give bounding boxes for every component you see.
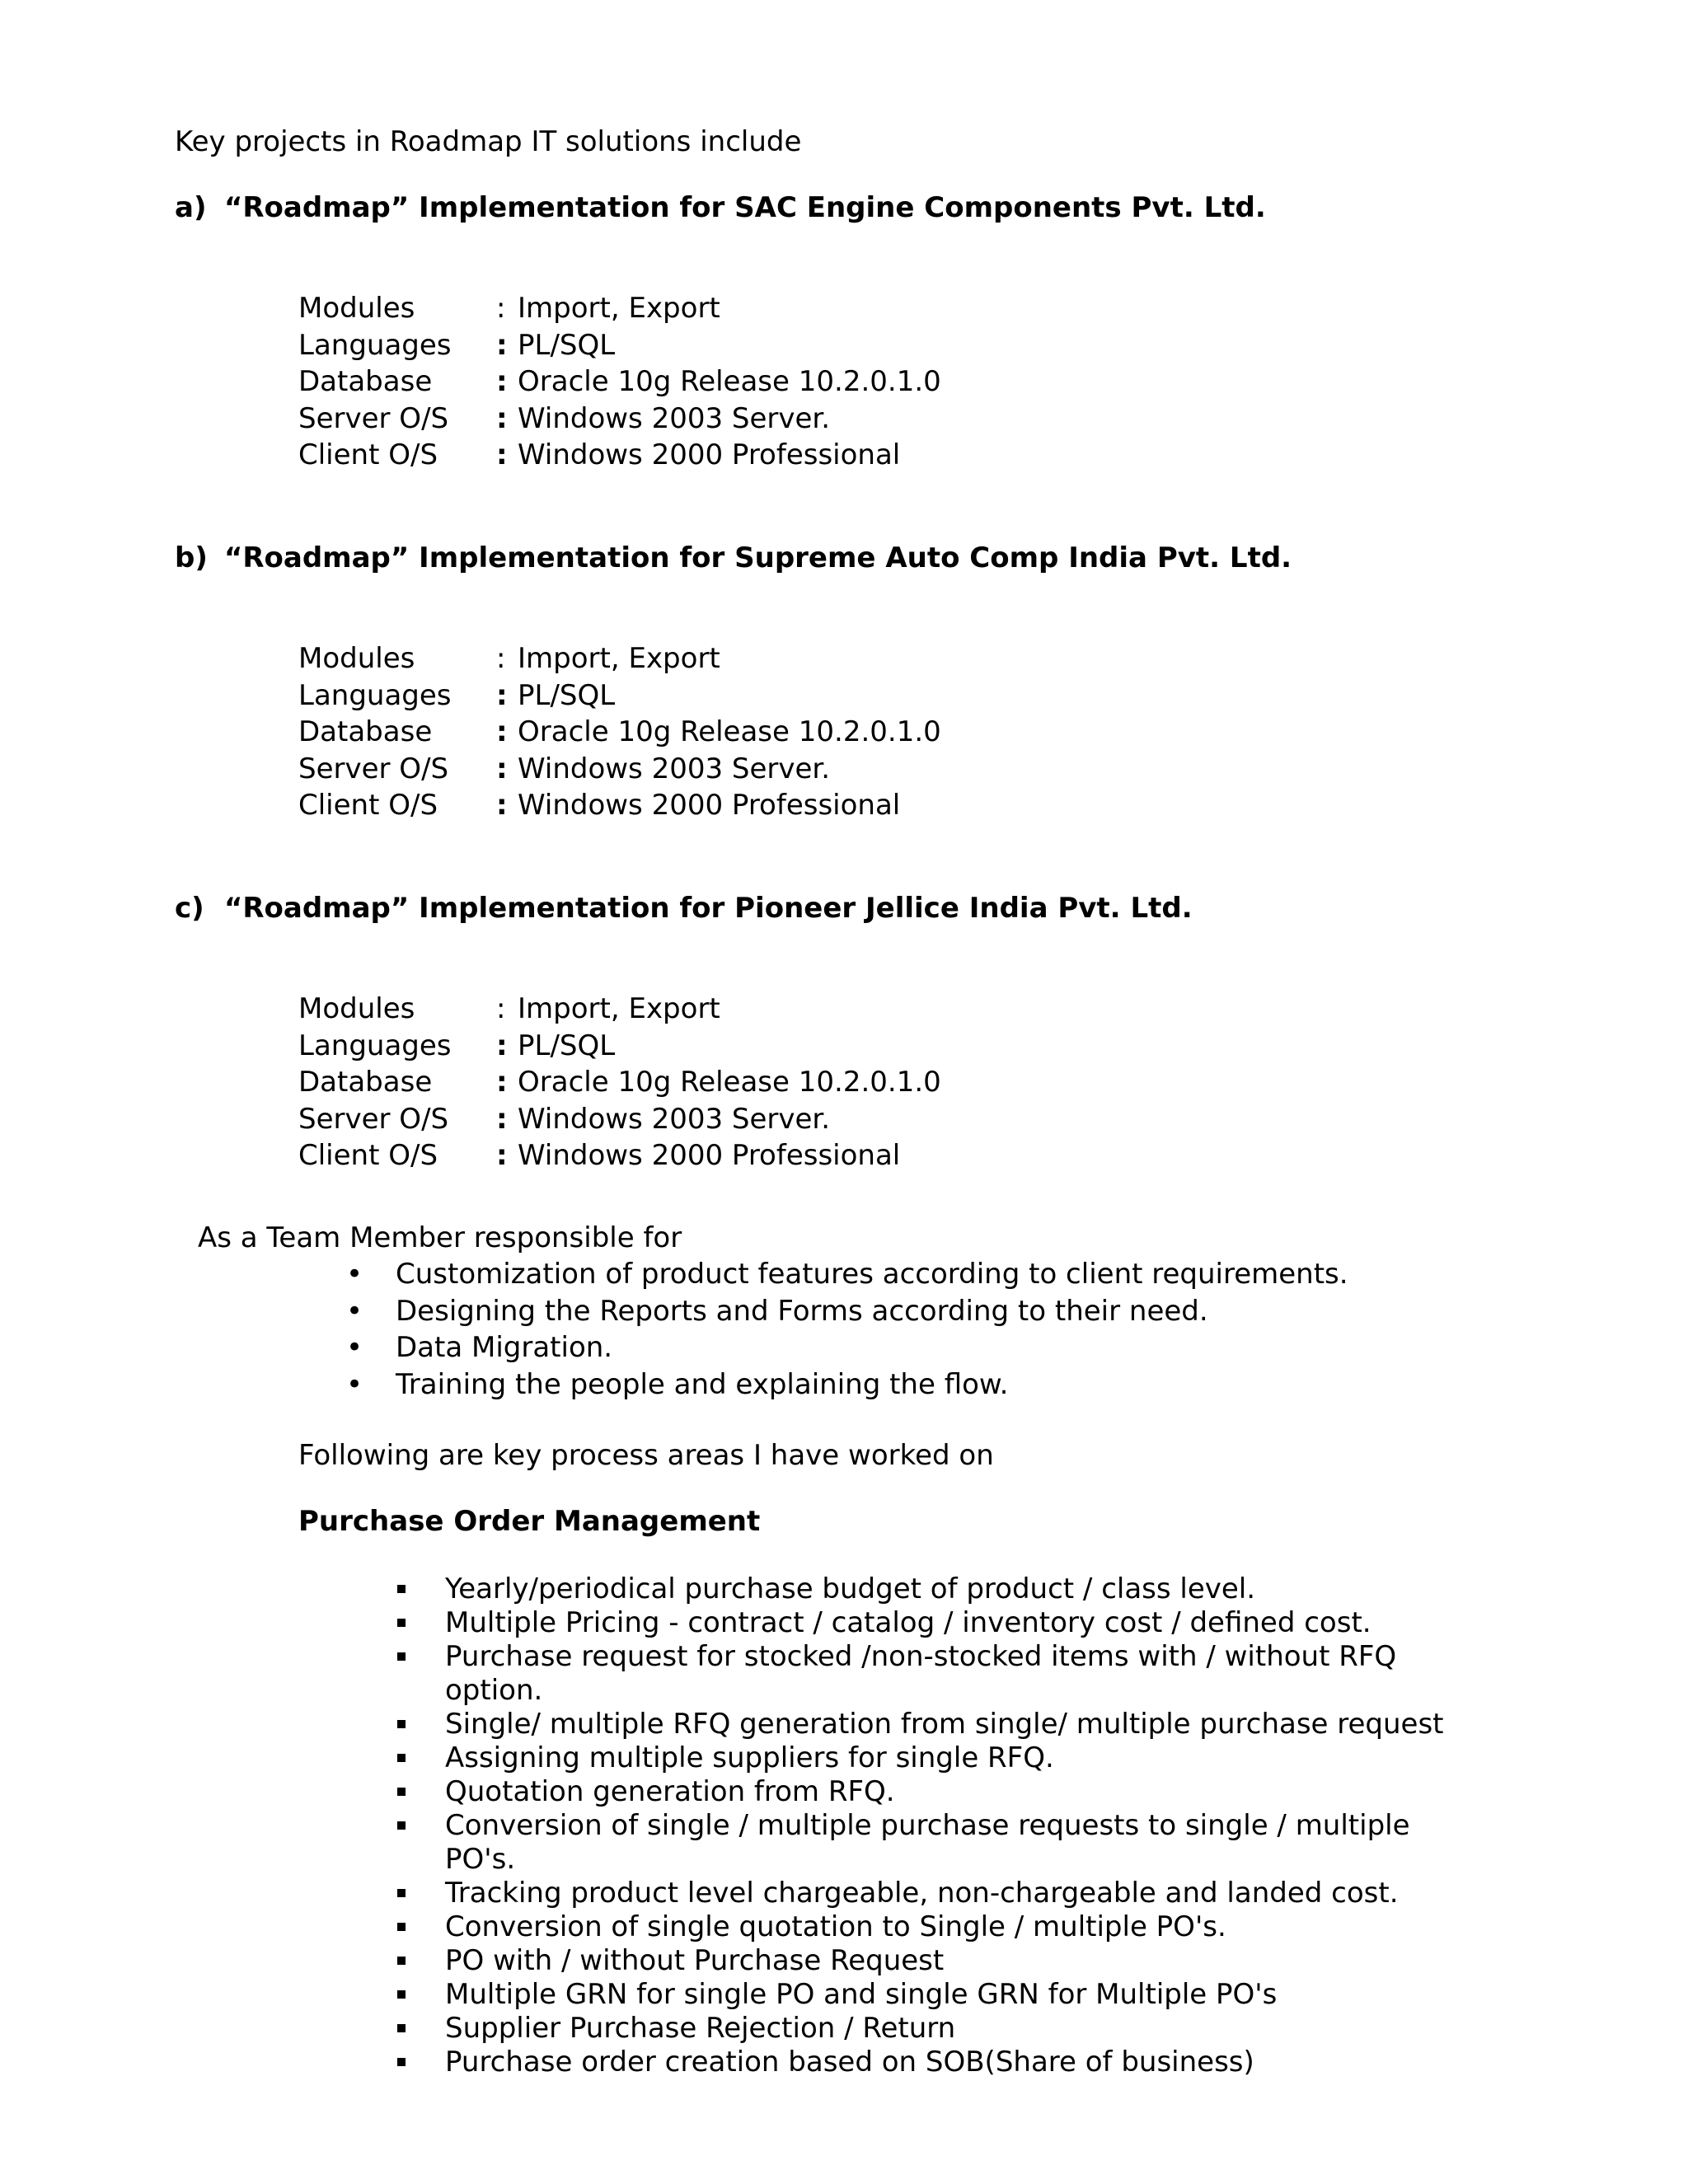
spec-row-modules [298, 991, 941, 1028]
spec-label: Client O/S [298, 438, 438, 471]
project-specs-a [298, 290, 941, 474]
list-item-text: Purchase request for stocked /non-stocked items with / without RFQ option. [445, 1640, 1397, 1707]
spec-colon: : [496, 678, 508, 712]
spec-label: Modules [298, 292, 415, 325]
list-item [396, 2012, 1467, 2046]
list-item-text: Training the people and explaining the flow. [396, 1367, 1009, 1401]
list-item [396, 1944, 1467, 1978]
list-item [396, 1877, 1467, 1910]
intro-text: Key projects in Roadmap IT solutions include [175, 125, 802, 158]
spec-label: Server O/S [298, 1102, 449, 1136]
project-title: “Roadmap” Implementation for Supreme Auto Comp India Pvt. Ltd. [224, 541, 1292, 574]
spec-label: Database [298, 365, 433, 398]
key-process-areas-intro: Following are key process areas I have worked on [298, 1439, 994, 1472]
list-item [346, 1329, 1348, 1366]
spec-colon: : [496, 992, 506, 1025]
list-item-text: Single/ multiple RFQ generation from single/ multiple purchase request [445, 1708, 1444, 1741]
spec-colon: : [496, 292, 506, 325]
spec-value: Windows 2000 Professional [518, 438, 901, 471]
square-bullet-icon [397, 1923, 406, 1931]
spec-value: Windows 2003 Server. [518, 1102, 831, 1136]
bullet-icon: • [346, 1367, 363, 1401]
list-item [396, 1708, 1467, 1741]
list-item [396, 1572, 1467, 1606]
spec-colon: : [496, 328, 508, 362]
spec-label: Languages [298, 1029, 452, 1062]
spec-colon: : [496, 1139, 508, 1172]
list-item [396, 1606, 1467, 1640]
spec-row-server-os [298, 1101, 941, 1138]
list-item [396, 1741, 1467, 1775]
project-specs-c [298, 991, 941, 1174]
spec-label: Modules [298, 992, 415, 1025]
spec-label: Server O/S [298, 752, 449, 785]
spec-colon: : [496, 438, 508, 471]
spec-label: Languages [298, 328, 452, 362]
list-item-text: Multiple GRN for single PO and single GRN for Multiple PO's [445, 1978, 1278, 2011]
list-item-text: Data Migration. [396, 1331, 613, 1364]
team-intro: As a Team Member responsible for [198, 1221, 682, 1254]
section-heading-purchase-order: Purchase Order Management [298, 1505, 761, 1538]
spec-value: Oracle 10g Release 10.2.0.1.0 [518, 715, 941, 748]
square-bullet-icon [397, 1821, 406, 1830]
list-item-text: Multiple Pricing - contract / catalog / inventory cost / defined cost. [445, 1606, 1372, 1639]
spec-row-languages [298, 677, 941, 715]
spec-value: Windows 2003 Server. [518, 752, 831, 785]
spec-row-database [298, 1064, 941, 1101]
spec-colon: : [496, 1029, 508, 1062]
project-specs-b [298, 640, 941, 824]
team-responsibilities-list [346, 1256, 1348, 1403]
spec-colon: : [496, 752, 508, 785]
purchase-order-list [396, 1572, 1467, 2079]
spec-row-modules [298, 640, 941, 677]
bullet-icon: • [346, 1294, 363, 1328]
square-bullet-icon [397, 1619, 406, 1627]
square-bullet-icon [397, 1652, 406, 1661]
square-bullet-icon [397, 1788, 406, 1796]
square-bullet-icon [397, 2058, 406, 2066]
spec-colon: : [496, 1102, 508, 1136]
spec-label: Server O/S [298, 401, 449, 435]
list-item [396, 1910, 1467, 1944]
spec-colon: : [496, 715, 508, 748]
spec-colon: : [496, 401, 508, 435]
project-letter: b) [175, 541, 208, 574]
spec-label: Modules [298, 642, 415, 675]
list-item [346, 1366, 1348, 1404]
list-item-text: Customization of product features according to client requirements. [396, 1258, 1348, 1291]
spec-value: PL/SQL [518, 328, 616, 362]
spec-label: Client O/S [298, 1139, 438, 1172]
list-item-text: Conversion of single / multiple purchase requests to single / multiple PO's. [445, 1809, 1410, 1876]
spec-label: Database [298, 715, 433, 748]
list-item [396, 1809, 1467, 1877]
list-item-text: Yearly/periodical purchase budget of product / class level. [445, 1572, 1256, 1605]
list-item [396, 2046, 1467, 2079]
project-heading-c [175, 890, 1193, 926]
bullet-icon: • [346, 1258, 363, 1291]
list-item-text: Quotation generation from RFQ. [445, 1775, 895, 1808]
spec-value: Windows 2003 Server. [518, 401, 831, 435]
list-item [346, 1256, 1348, 1293]
spec-row-client-os [298, 437, 941, 474]
list-item [396, 1978, 1467, 2012]
spec-row-database [298, 714, 941, 751]
project-title: “Roadmap” Implementation for SAC Engine Components Pvt. Ltd. [224, 191, 1266, 224]
spec-row-server-os [298, 401, 941, 438]
spec-value: Windows 2000 Professional [518, 1139, 901, 1172]
spec-label: Languages [298, 678, 452, 712]
spec-value: Windows 2000 Professional [518, 789, 901, 822]
list-item-text: Purchase order creation based on SOB(Share of business) [445, 2046, 1254, 2079]
project-letter: c) [175, 892, 204, 925]
spec-colon: : [496, 365, 508, 398]
project-heading-b [175, 540, 1292, 576]
square-bullet-icon [397, 1754, 406, 1762]
list-item-text: Supplier Purchase Rejection / Return [445, 2012, 956, 2045]
spec-label: Database [298, 1066, 433, 1099]
spec-value: Oracle 10g Release 10.2.0.1.0 [518, 365, 941, 398]
spec-value: PL/SQL [518, 678, 616, 712]
spec-value: Import, Export [518, 642, 720, 675]
square-bullet-icon [397, 1957, 406, 1965]
square-bullet-icon [397, 1585, 406, 1593]
project-title: “Roadmap” Implementation for Pioneer Jellice India Pvt. Ltd. [224, 892, 1193, 925]
project-heading-a [175, 190, 1266, 226]
spec-colon: : [496, 1066, 508, 1099]
spec-label: Client O/S [298, 789, 438, 822]
spec-value: PL/SQL [518, 1029, 616, 1062]
list-item-text: Assigning multiple suppliers for single RFQ. [445, 1741, 1054, 1774]
project-letter: a) [175, 191, 207, 224]
spec-row-modules [298, 290, 941, 327]
spec-row-languages [298, 1028, 941, 1065]
square-bullet-icon [397, 2024, 406, 2032]
spec-colon: : [496, 789, 508, 822]
list-item [346, 1293, 1348, 1330]
list-item-text: Designing the Reports and Forms according to their need. [396, 1294, 1208, 1328]
spec-value: Import, Export [518, 292, 720, 325]
spec-row-server-os [298, 751, 941, 788]
list-item [396, 1775, 1467, 1809]
spec-row-client-os [298, 787, 941, 824]
spec-value: Oracle 10g Release 10.2.0.1.0 [518, 1066, 941, 1099]
list-item [396, 1640, 1467, 1708]
list-item-text: Conversion of single quotation to Single / multiple PO's. [445, 1910, 1226, 1943]
spec-row-languages [298, 327, 941, 364]
spec-row-client-os [298, 1137, 941, 1174]
list-item-text: Tracking product level chargeable, non-chargeable and landed cost. [445, 1877, 1399, 1910]
list-item-text: PO with / without Purchase Request [445, 1944, 945, 1977]
spec-colon: : [496, 642, 506, 675]
spec-value: Import, Export [518, 992, 720, 1025]
bullet-icon: • [346, 1331, 363, 1364]
spec-row-database [298, 363, 941, 401]
square-bullet-icon [397, 1990, 406, 1999]
square-bullet-icon [397, 1720, 406, 1728]
square-bullet-icon [397, 1889, 406, 1897]
